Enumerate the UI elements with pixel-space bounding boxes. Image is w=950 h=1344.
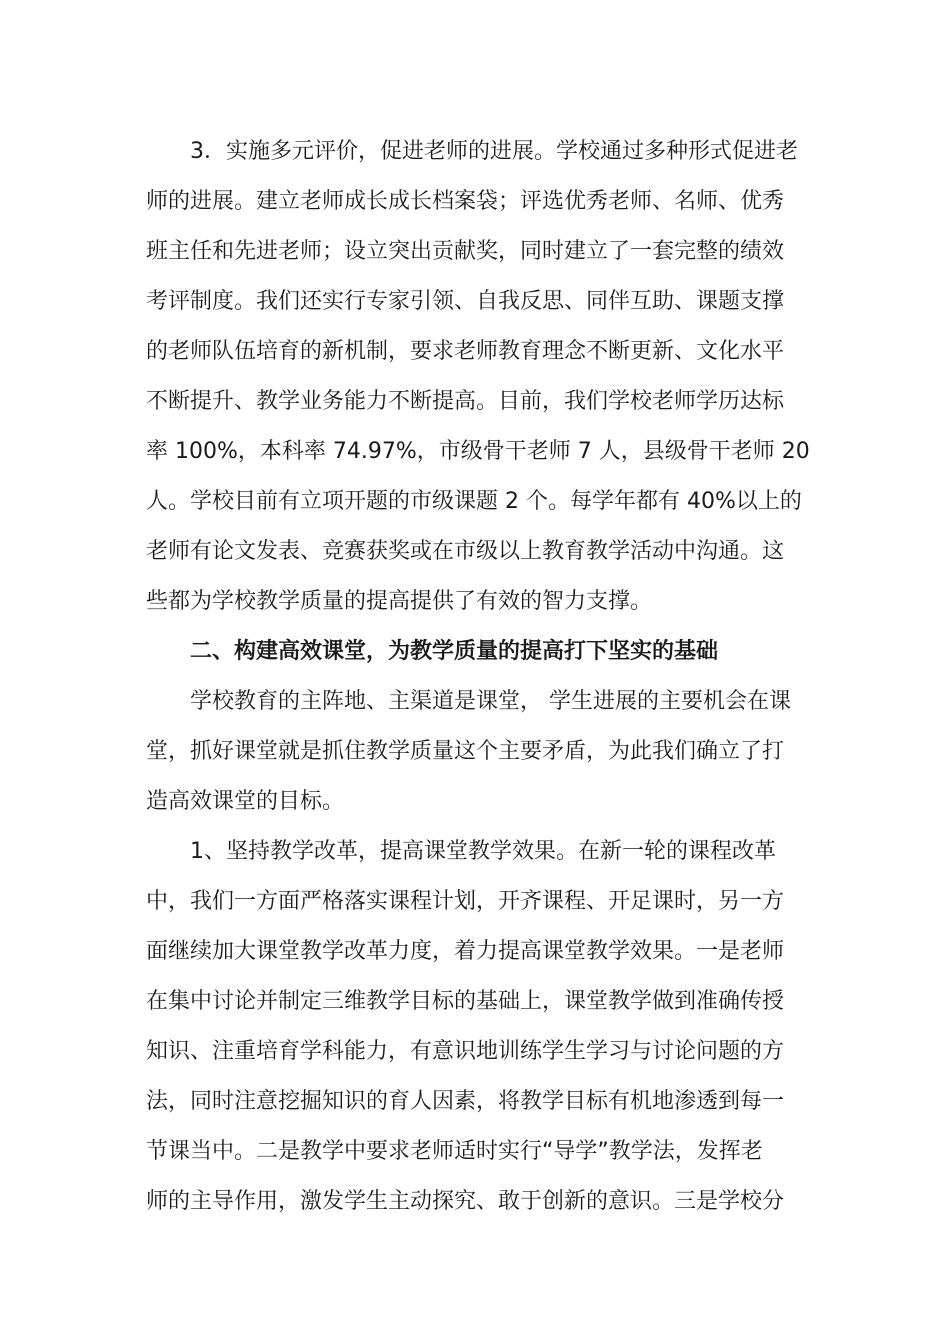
text-line: 老师有论文发表、竞赛获奖或在市级以上教育教学活动中沟通。这 xyxy=(146,539,785,564)
text-line: 人。学校目前有立项开题的市级课题 2 个。每学年都有 40%以上的 xyxy=(146,489,802,514)
text-line: 班主任和先进老师；设立突出贡献奖，同时建立了一套完整的绩效 xyxy=(146,239,785,264)
text-line: 知识、注重培育学科能力，有意识地训练学生学习与讨论问题的方 xyxy=(146,1039,785,1064)
text-line: 造高效课堂的目标。 xyxy=(146,789,345,814)
text-line: 考评制度。我们还实行专家引领、自我反思、同伴互助、课题支撑 xyxy=(146,289,785,314)
paragraph xyxy=(146,827,806,1227)
section-heading xyxy=(146,627,806,677)
text-line: 面继续加大课堂教学改革力度，着力提高课堂教学效果。一是老师 xyxy=(146,939,785,964)
text-line: 率 100%，本科率 74.97%，市级骨干老师 7 人，县级骨干老师 20 xyxy=(146,439,810,464)
text-line: 1、坚持教学改革，提高课堂教学效果。在新一轮的课程改革 xyxy=(190,839,776,864)
text-line: 堂，抓好课堂就是抓住教学质量这个主要矛盾，为此我们确立了打 xyxy=(146,739,785,764)
text-line: 节课当中。二是教学中要求老师适时实行“导学”教学法，发挥老 xyxy=(146,1139,763,1164)
text-line: 师的进展。建立老师成长成长档案袋；评选优秀老师、名师、优秀 xyxy=(146,189,785,214)
text-line: 些都为学校教学质量的提高提供了有效的智力支撑。 xyxy=(146,589,653,614)
text-line: 在集中讨论并制定三维教学目标的基础上，课堂教学做到准确传授 xyxy=(146,989,785,1014)
text-line: 师的主导作用，激发学生主动探究、敢于创新的意识。三是学校分 xyxy=(146,1189,785,1214)
text-line: 的老师队伍培育的新机制，要求老师教育理念不断更新、文化水平 xyxy=(146,339,785,364)
text-line: 不断提升、教学业务能力不断提高。目前，我们学校老师学历达标 xyxy=(146,389,785,414)
text-line: 法，同时注意挖掘知识的育人因素，将教学目标有机地渗透到每一 xyxy=(146,1089,785,1114)
document-body xyxy=(146,127,810,1227)
text-line: 学校教育的主阵地、主渠道是课堂， 学生进展的主要机会在课 xyxy=(190,689,791,714)
text-line: 3．实施多元评价，促进老师的进展。学校通过多种形式促进老 xyxy=(190,139,798,164)
paragraph xyxy=(146,127,810,627)
text-line: 中，我们一方面严格落实课程计划，开齐课程、开足课时，另一方 xyxy=(146,889,785,914)
heading-text: 二、构建高效课堂，为教学质量的提高打下坚实的基础 xyxy=(190,639,719,664)
paragraph xyxy=(146,677,806,827)
